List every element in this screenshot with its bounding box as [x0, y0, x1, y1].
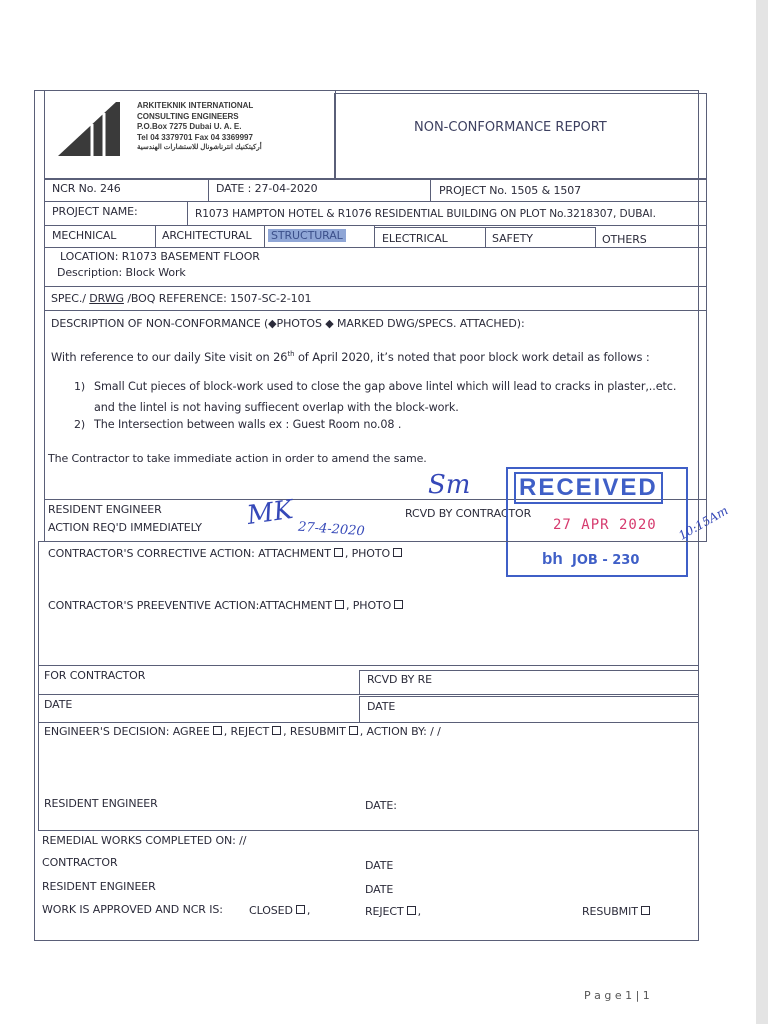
category-mechanical: MECHNICAL: [52, 229, 117, 242]
intro-after: of April 2020, it’s noted that poor block work detail as follows :: [294, 350, 650, 364]
closed-checkbox[interactable]: [296, 905, 305, 914]
preventive-attachment-checkbox[interactable]: [335, 600, 344, 609]
for-contractor-label: FOR CONTRACTOR: [44, 669, 146, 682]
resubmit-label: , RESUBMIT: [283, 725, 346, 738]
reject-checkbox[interactable]: [272, 726, 281, 735]
engineer-decision-block: [38, 722, 699, 831]
resident-engineer-decision-label: RESIDENT ENGINEER: [44, 797, 158, 810]
re-date-label: DATE: [367, 700, 396, 713]
re-completion-date-label: DATE: [365, 883, 394, 896]
contractor-label: CONTRACTOR: [42, 856, 118, 869]
reject-2-label: REJECT: [365, 905, 404, 918]
corrective-attachment-checkbox[interactable]: [334, 548, 343, 557]
company-arabic-line: أركيتكنيك انترناشونال للاستشارات الهندسية: [137, 144, 262, 151]
preventive-photo-checkbox[interactable]: [394, 600, 403, 609]
category-others: OTHERS: [602, 233, 647, 246]
resubmit-option: [582, 905, 652, 918]
closed-option: CLOSED ,: [249, 904, 311, 917]
spec-prefix: SPEC./: [51, 292, 90, 305]
resubmit-2-label: RESUBMIT: [582, 905, 638, 918]
engineer-decision-label: ENGINEER'S DECISION:: [44, 725, 170, 738]
project-name-label: PROJECT NAME:: [52, 205, 138, 218]
resident-engineer-completion-label: RESIDENT ENGINEER: [42, 880, 156, 893]
preventive-action-line: [48, 599, 405, 612]
action-required-label: ACTION REQ'D IMMEDIATELY: [48, 521, 202, 534]
contractor-action-note: The Contractor to take immediate action in order to amend the same.: [48, 452, 427, 465]
remedial-works-label: REMEDIAL WORKS COMPLETED ON: //: [42, 834, 247, 847]
company-line: P.O.Box 7275 Dubai U. A. E.: [137, 122, 242, 131]
corrective-action-label: CONTRACTOR'S CORRECTIVE ACTION: ATTACHMENT: [48, 547, 331, 560]
reject-label: , REJECT: [223, 725, 270, 738]
item-1-line-2: and the lintel is not having suffiecent overlap with the block-work.: [94, 401, 459, 414]
contractor-completion-date-label: DATE: [365, 859, 394, 872]
report-title: NON-CONFORMANCE REPORT: [414, 120, 607, 135]
stamp-logo: bh: [542, 549, 563, 568]
item-1-number: 1): [74, 380, 86, 393]
location: LOCATION: R1073 BASEMENT FLOOR: [60, 250, 260, 263]
resident-engineer-signature: MK: [245, 494, 295, 532]
contractor-date-label: DATE: [44, 698, 73, 711]
spec-drwg: DRWG: [89, 292, 124, 305]
company-line: Tel 04 3379701 Fax 04 3369997: [137, 132, 253, 142]
stamp-time-note: 10:15Am: [676, 503, 731, 543]
date-right-cell: [359, 696, 699, 723]
resubmit-checkbox[interactable]: [349, 726, 358, 735]
engineer-decision-line: [44, 725, 441, 738]
closed-label: CLOSED: [249, 904, 293, 917]
signature-date: 27-4-2020: [297, 519, 366, 540]
header-title-box: [334, 93, 707, 180]
decision-date-label: DATE:: [365, 799, 397, 812]
reject-option: REJECT ,: [365, 905, 421, 918]
spec-rest: /BOQ REFERENCE: 1507-SC-2-101: [123, 292, 312, 305]
corrective-photo-checkbox[interactable]: [393, 548, 402, 557]
action-by-label: , ACTION BY: / /: [359, 725, 441, 738]
intro-before: With reference to our daily Site visit on 26: [51, 350, 288, 364]
resubmit-2-checkbox[interactable]: [641, 906, 650, 915]
agree-label: AGREE: [169, 725, 210, 738]
resident-engineer-label: RESIDENT ENGINEER: [48, 503, 162, 516]
rcvd-by-contractor-label: RCVD BY CONTRACTOR: [405, 507, 532, 520]
rcvd-by-re-label: RCVD BY RE: [367, 673, 433, 686]
category-architectural: ARCHITECTURAL: [162, 229, 252, 242]
stamp-date: 27 APR 2020: [553, 517, 657, 533]
stamp-title: RECEIVED: [514, 472, 663, 504]
contractor-signature: Sm: [428, 470, 471, 500]
reject-2-checkbox[interactable]: [407, 906, 416, 915]
page-number: P a g e 1 | 1: [584, 989, 650, 1002]
project-name-value: R1073 HAMPTON HOTEL & R1076 RESIDENTIAL BUILDING ON PLOT No.3218307, DUBAI.: [195, 208, 656, 220]
project-number: PROJECT No. 1505 & 1507: [439, 184, 582, 197]
ncr-date: DATE : 27-04-2020: [216, 182, 318, 195]
preventive-photo-label: , PHOTO: [345, 599, 392, 612]
spec-reference: [51, 292, 311, 305]
stamp-job: JOB - 230: [572, 553, 640, 568]
preventive-action-label: CONTRACTOR'S PREEVENTIVE ACTION:ATTACHMENT: [48, 599, 332, 612]
item-2-line-1: The Intersection between walls ex : Guest Room no.08 .: [94, 418, 402, 431]
work-approved-label: WORK IS APPROVED AND NCR IS:: [42, 903, 223, 916]
item-1-line-1: Small Cut pieces of block-work used to close the gap above lintel which will lead to cracks in plaster,..etc.: [94, 380, 677, 393]
company-info: [137, 101, 262, 154]
category-structural-selected: STRUCTURAL: [268, 229, 346, 242]
intro-sup: th: [287, 350, 295, 359]
company-line: ARKITEKNIK INTERNATIONAL: [137, 101, 254, 110]
ncr-number: NCR No. 246: [52, 182, 121, 195]
intro-text: [51, 350, 650, 364]
work-approved-line: [42, 903, 223, 916]
page-edge: [756, 0, 768, 1024]
company-logo-icon: [58, 100, 138, 160]
description-line: Description: Block Work: [57, 266, 186, 279]
corrective-photo-label: , PHOTO: [344, 547, 391, 560]
company-line: CONSULTING ENGINEERS: [137, 111, 239, 121]
agree-checkbox[interactable]: [213, 726, 222, 735]
item-2-number: 2): [74, 418, 86, 431]
corrective-action-line: [48, 547, 404, 560]
category-electrical: ELECTRICAL: [382, 232, 448, 245]
nonconformance-heading: DESCRIPTION OF NON-CONFORMANCE (◆PHOTOS ◆ MARKED DWG/SPECS. ATTACHED):: [51, 317, 525, 330]
category-safety: SAFETY: [492, 232, 533, 245]
